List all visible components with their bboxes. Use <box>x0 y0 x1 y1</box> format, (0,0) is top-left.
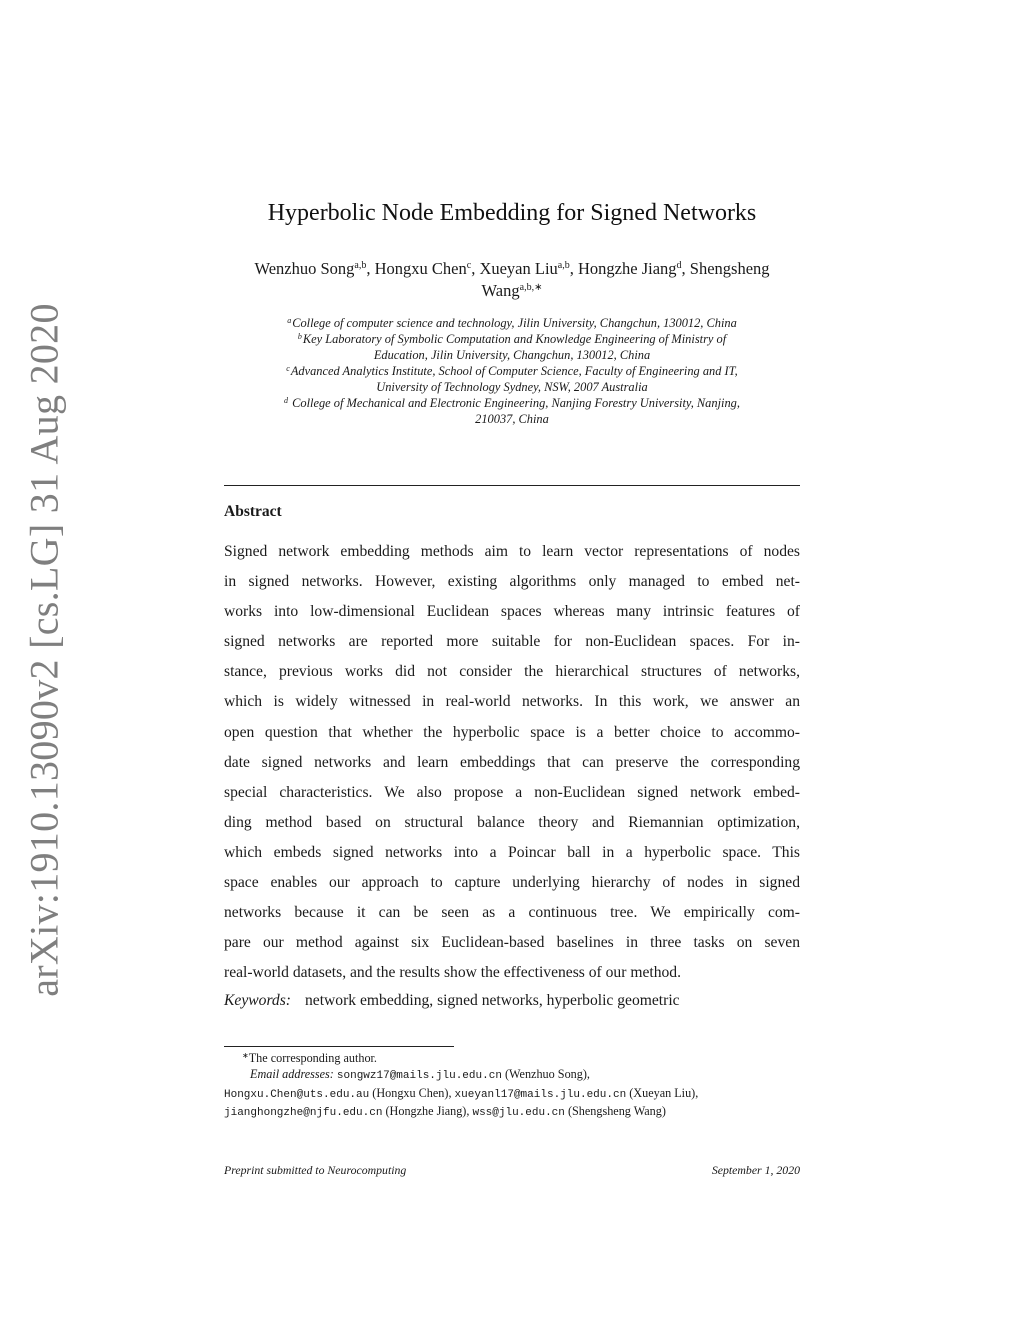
affiliation-text: College of computer science and technology, Jilin University, Changchun, 130012, China <box>292 316 737 330</box>
page-footer <box>224 1163 800 1178</box>
affiliation-mark: c <box>286 364 290 373</box>
abstract-heading: Abstract <box>224 503 282 520</box>
author-affiliation-mark: a,b,∗ <box>519 282 543 293</box>
email-line <box>224 1085 800 1103</box>
email-link[interactable]: Hongxu.Chen@uts.edu.au <box>224 1088 370 1101</box>
abstract-line: real-world datasets, and the results show the effectiveness of our method. <box>224 964 681 982</box>
author-name: Shengsheng <box>689 259 770 278</box>
abstract-body <box>224 537 800 988</box>
email-owner: (Hongxu Chen), <box>372 1085 452 1100</box>
keywords-label: Keywords: <box>224 992 291 1009</box>
affiliation <box>224 363 800 379</box>
footer-right: September 1, 2020 <box>711 1163 800 1177</box>
author-list: Wenzhuo Song$^{a,b}$, Hongxu Chen$^c$, Xueyan Liu$^{a,b}$, Hongzhe Jiang$^d$, Shengsheng Wang$^{a,b,∗}$ <box>254 259 770 300</box>
email-line <box>224 1066 800 1084</box>
email-owner: (Shengsheng Wang) <box>567 1103 666 1118</box>
email-owner: (Wenzhuo Song), <box>504 1067 590 1082</box>
abstract-line: ding method based on structural balance theory and Riemannian optimization, <box>224 813 800 831</box>
author-name-continued: Wang <box>481 281 520 300</box>
author-affiliation-mark: a,b <box>557 260 570 271</box>
author-name: Hongzhe Jiang <box>578 259 677 278</box>
keywords <box>224 990 800 1012</box>
affiliation-mark: d <box>284 396 289 405</box>
author-name: Wenzhuo Song <box>254 259 355 278</box>
footnote-mark: ∗ <box>242 1051 249 1060</box>
affiliation-text: Advanced Analytics Institute, School of Computer Science, Faculty of Engineering and IT, <box>290 364 738 378</box>
author-name: Hongxu Chen <box>374 259 467 278</box>
footer-left: Preprint submitted to Neurocomputing <box>224 1163 407 1177</box>
abstract-line: in signed networks. However, existing algorithms only managed to embed net- <box>224 573 800 591</box>
author-affiliation-mark: a,b <box>354 260 367 271</box>
abstract-line: works into low-dimensional Euclidean spaces whereas many intrinsic features of <box>224 603 800 621</box>
affiliation-mark: b <box>297 332 302 341</box>
email-link[interactable]: xueyanl17@mails.jlu.edu.cn <box>454 1088 627 1101</box>
abstract-line: stance, previous works did not consider the hierarchical structures of networks, <box>224 663 800 681</box>
paper-title: Hyperbolic Node Embedding for Signed Networks <box>267 200 757 226</box>
email-link[interactable]: wss@jlu.edu.cn <box>472 1106 565 1119</box>
affiliation-mark: a <box>287 316 292 325</box>
affiliation-continued: Education, Jilin University, Changchun, 130012, China <box>373 348 651 362</box>
email-link[interactable]: songwz17@mails.jlu.edu.cn <box>336 1070 502 1083</box>
keywords-list: network embedding, signed networks, hyperbolic geometric <box>305 992 680 1009</box>
abstract-line: special characteristics. We also propose a non-Euclidean signed network embed- <box>224 783 800 801</box>
abstract-line: pare our method against six Euclidean-based baselines in three tasks on seven <box>224 934 800 952</box>
footnote-rule <box>224 1046 454 1047</box>
affiliation-continued: 210037, China <box>475 412 549 426</box>
author-affiliation-mark: c <box>466 260 472 271</box>
abstract-line: date signed networks and learn embeddings that can preserve the corresponding <box>224 753 800 771</box>
corresponding-author-note <box>224 1050 800 1066</box>
abstract-line: signed networks are reported more suitable for non-Euclidean spaces. For in- <box>224 633 800 651</box>
abstract-line: networks because it can be seen as a continuous tree. We empirically com- <box>224 904 800 922</box>
affiliation-list <box>224 315 800 427</box>
corresponding-author-text: The corresponding author. <box>248 1051 377 1065</box>
affiliation <box>224 331 800 347</box>
author-name: Xueyan Liu <box>479 259 558 278</box>
affiliation-text: Key Laboratory of Symbolic Computation and Knowledge Engineering of Ministry of <box>302 332 727 346</box>
affiliation <box>224 315 800 331</box>
email-line <box>224 1103 800 1121</box>
abstract-line: open question that whether the hyperbolic space is a better choice to accommo- <box>224 723 800 741</box>
abstract-top-rule <box>224 485 800 486</box>
email-owner: (Xueyan Liu), <box>629 1085 699 1100</box>
footnotes <box>224 1050 800 1121</box>
affiliation <box>224 395 800 411</box>
abstract-line: Signed network embedding methods aim to learn vector representations of nodes <box>224 543 800 560</box>
abstract-line: which is widely witnessed in real-world networks. In this work, we answer an <box>224 693 800 711</box>
affiliation-text: College of Mechanical and Electronic Engineering, Nanjing Forestry University, Nanjing, <box>289 396 740 410</box>
email-link[interactable]: jianghongzhe@njfu.edu.cn <box>224 1106 383 1119</box>
arxiv-id: arXiv:1910.13090v2 [cs.LG] 31 Aug 2020 <box>21 303 67 997</box>
abstract-line: space enables our approach to capture underlying hierarchy of nodes in signed <box>224 874 800 892</box>
affiliation-continued: University of Technology Sydney, NSW, 2007 Australia <box>376 380 648 394</box>
author-affiliation-mark: d <box>676 260 682 271</box>
abstract-line: which embeds signed networks into a Poincar ball in a hyperbolic space. This <box>224 843 800 861</box>
email-owner: (Hongzhe Jiang), <box>385 1103 470 1118</box>
email-label: Email addresses: <box>250 1067 334 1082</box>
